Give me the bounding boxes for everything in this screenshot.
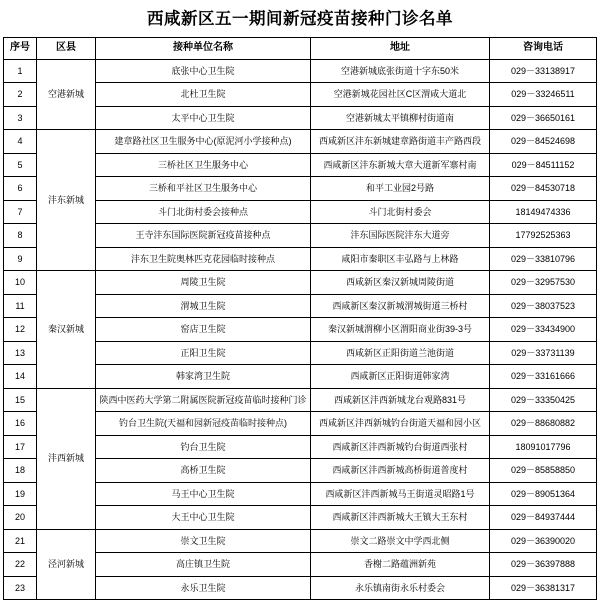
table-row <box>4 529 597 553</box>
cell-number: 5 <box>4 153 37 177</box>
cell-phone: 029－33350425 <box>490 388 597 412</box>
cell-address: 香榭二路蕴洲新苑 <box>311 553 490 577</box>
column-header-unit: 接种单位名称 <box>96 37 311 59</box>
cell-address: 永乐镇南街永乐村委会 <box>311 576 490 600</box>
cell-phone: 029－38037523 <box>490 294 597 318</box>
cell-phone: 029－32957530 <box>490 271 597 295</box>
cell-number: 11 <box>4 294 37 318</box>
cell-phone: 029－89051364 <box>490 482 597 506</box>
cell-phone: 029－84511152 <box>490 153 597 177</box>
cell-number: 6 <box>4 177 37 201</box>
cell-phone: 029－33138917 <box>490 59 597 83</box>
table-header-row <box>4 37 597 59</box>
cell-number: 10 <box>4 271 37 295</box>
page-title: 西咸新区五一期间新冠疫苗接种门诊名单 <box>147 10 453 28</box>
cell-address: 西咸新区秦汉新城周陵街道 <box>311 271 490 295</box>
cell-number: 14 <box>4 365 37 389</box>
cell-address: 斗门北街村委会 <box>311 200 490 224</box>
table-body <box>4 59 597 600</box>
cell-phone: 18149474336 <box>490 200 597 224</box>
cell-address: 崇文二路崇文中学西北侧 <box>311 529 490 553</box>
cell-unit-name: 高桥卫生院 <box>96 459 311 483</box>
cell-number: 7 <box>4 200 37 224</box>
column-header-address: 地址 <box>311 37 490 59</box>
cell-district: 秦汉新城 <box>37 271 96 389</box>
cell-number: 15 <box>4 388 37 412</box>
cell-district: 沣东新城 <box>37 130 96 271</box>
cell-address: 西咸新区沣西新城钓台街道西张村 <box>311 435 490 459</box>
cell-address: 西咸新区沣西新城大王镇大王东村 <box>311 506 490 530</box>
cell-address: 西咸新区沣西新城高桥街道普度村 <box>311 459 490 483</box>
cell-number: 9 <box>4 247 37 271</box>
cell-unit-name: 太平中心卫生院 <box>96 106 311 130</box>
cell-number: 4 <box>4 130 37 154</box>
cell-unit-name: 钓台卫生院(天福和园新冠疫苗临时接种点) <box>96 412 311 436</box>
cell-unit-name: 韩家湾卫生院 <box>96 365 311 389</box>
cell-number: 13 <box>4 341 37 365</box>
cell-phone: 029－84530718 <box>490 177 597 201</box>
cell-address: 西咸新区沣东新城建章路街道丰产路西段 <box>311 130 490 154</box>
cell-phone: 17792525363 <box>490 224 597 248</box>
cell-unit-name: 底张中心卫生院 <box>96 59 311 83</box>
cell-unit-name: 沣东卫生院奥林匹克花园临时接种点 <box>96 247 311 271</box>
table-row <box>4 59 597 83</box>
cell-number: 12 <box>4 318 37 342</box>
cell-unit-name: 北杜卫生院 <box>96 83 311 107</box>
cell-unit-name: 大王中心卫生院 <box>96 506 311 530</box>
cell-address: 咸阳市秦职区丰弘路与上林路 <box>311 247 490 271</box>
cell-unit-name: 斗门北街村委会接种点 <box>96 200 311 224</box>
cell-address: 和平工业园2号路 <box>311 177 490 201</box>
table-header <box>4 37 597 59</box>
column-header-district: 区县 <box>37 37 96 59</box>
cell-phone: 029－36390020 <box>490 529 597 553</box>
cell-address: 空港新城花园社区C区渭咸大道北 <box>311 83 490 107</box>
cell-unit-name: 马王中心卫生院 <box>96 482 311 506</box>
cell-unit-name: 正阳卫生院 <box>96 341 311 365</box>
cell-unit-name: 崇文卫生院 <box>96 529 311 553</box>
cell-district: 空港新城 <box>37 59 96 130</box>
cell-number: 2 <box>4 83 37 107</box>
cell-unit-name: 永乐卫生院 <box>96 576 311 600</box>
cell-phone: 029－36397888 <box>490 553 597 577</box>
cell-unit-name: 三桥社区卫生服务中心 <box>96 153 311 177</box>
cell-address: 空港新城底张街道十字东50米 <box>311 59 490 83</box>
cell-phone: 029－33810796 <box>490 247 597 271</box>
cell-unit-name: 周陵卫生院 <box>96 271 311 295</box>
cell-number: 20 <box>4 506 37 530</box>
cell-phone: 029－33434900 <box>490 318 597 342</box>
cell-address: 西咸新区正阳街道兰池街道 <box>311 341 490 365</box>
cell-number: 22 <box>4 553 37 577</box>
cell-address: 西咸新区沣西新城龙台观路831号 <box>311 388 490 412</box>
cell-phone: 029－84524698 <box>490 130 597 154</box>
cell-phone: 029－85858850 <box>490 459 597 483</box>
cell-number: 1 <box>4 59 37 83</box>
cell-unit-name: 陕西中医药大学第二附属医院新冠疫苗临时接种门诊 <box>96 388 311 412</box>
cell-phone: 18091017796 <box>490 435 597 459</box>
table-row <box>4 388 597 412</box>
cell-address: 西咸新区正阳街道韩家湾 <box>311 365 490 389</box>
column-header-phone: 咨询电话 <box>490 37 597 59</box>
cell-address: 西咸新区沣西新城马王街道灵昭路1号 <box>311 482 490 506</box>
cell-unit-name: 钓台卫生院 <box>96 435 311 459</box>
cell-unit-name: 窑店卫生院 <box>96 318 311 342</box>
table-row <box>4 130 597 154</box>
cell-district: 泾河新城 <box>37 529 96 600</box>
vaccination-clinic-table <box>3 37 597 600</box>
cell-number: 23 <box>4 576 37 600</box>
cell-number: 16 <box>4 412 37 436</box>
cell-address: 西咸新区沣东新城大章大道新军寨村南 <box>311 153 490 177</box>
cell-address: 沣东国际医院沣东大道旁 <box>311 224 490 248</box>
cell-number: 3 <box>4 106 37 130</box>
cell-phone: 029－33246511 <box>490 83 597 107</box>
cell-phone: 029－36381317 <box>490 576 597 600</box>
cell-number: 17 <box>4 435 37 459</box>
cell-number: 18 <box>4 459 37 483</box>
cell-phone: 029－88680882 <box>490 412 597 436</box>
cell-unit-name: 三桥和平社区卫生服务中心 <box>96 177 311 201</box>
cell-number: 19 <box>4 482 37 506</box>
cell-unit-name: 渭城卫生院 <box>96 294 311 318</box>
cell-address: 西咸新区沣西新城钓台街道天福和园小区 <box>311 412 490 436</box>
cell-phone: 029－36650161 <box>490 106 597 130</box>
cell-phone: 029－33731139 <box>490 341 597 365</box>
cell-number: 8 <box>4 224 37 248</box>
cell-address: 空港新城太平镇柳村街道南 <box>311 106 490 130</box>
cell-address: 西咸新区秦汉新城渭城街道三桥村 <box>311 294 490 318</box>
table-row <box>4 271 597 295</box>
cell-district: 沣西新城 <box>37 388 96 529</box>
cell-unit-name: 王寺沣东国际医院新冠疫苗接种点 <box>96 224 311 248</box>
cell-phone: 029－33161666 <box>490 365 597 389</box>
cell-address: 秦汉新城渭柳小区渭阳商业街39-3号 <box>311 318 490 342</box>
cell-number: 21 <box>4 529 37 553</box>
cell-phone: 029－84937444 <box>490 506 597 530</box>
cell-unit-name: 建章路社区卫生服务中心(原泥河小学接种点) <box>96 130 311 154</box>
column-header-number: 序号 <box>4 37 37 59</box>
cell-unit-name: 高庄镇卫生院 <box>96 553 311 577</box>
